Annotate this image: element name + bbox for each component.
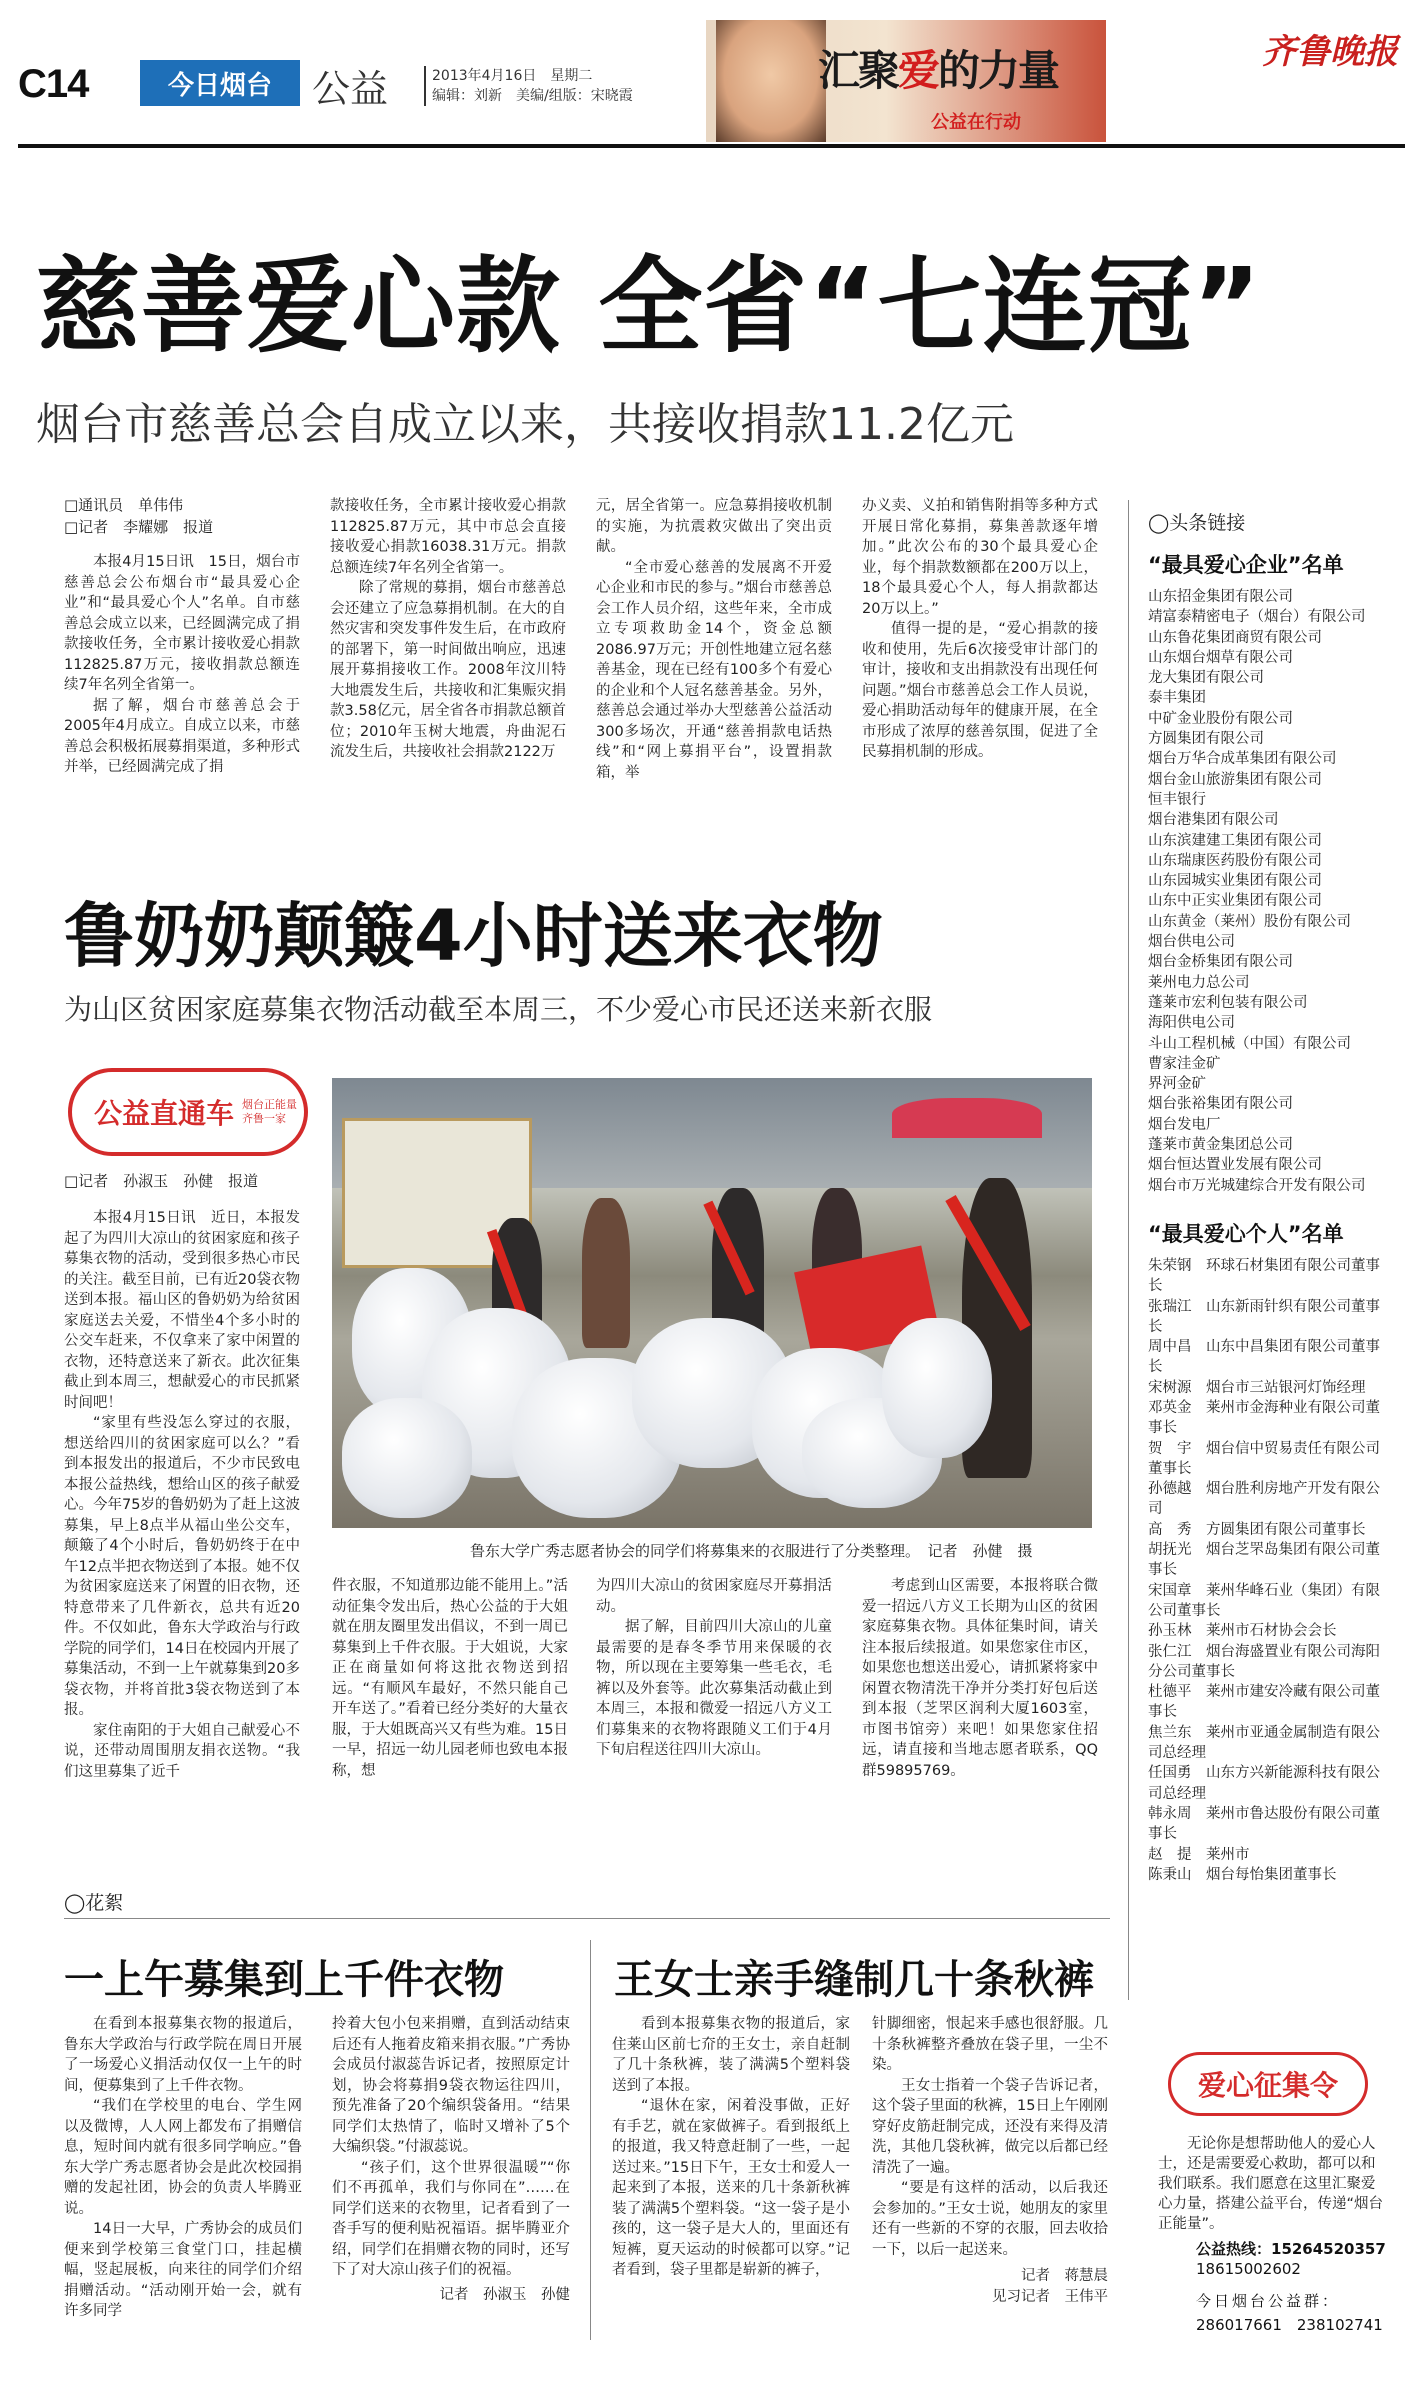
- date-line: 2013年4月16日 星期二: [432, 68, 593, 84]
- hotline: 公益热线：15264520357: [1196, 2240, 1386, 2258]
- badge-sub: 烟台正能量 齐鲁一家: [242, 1098, 298, 1125]
- paragraph: 元，居全省第一。应急募捐接收机制的实施，为抗震救灾做出了突出贡献。: [596, 498, 832, 555]
- story2-col4: [862, 1576, 1098, 1781]
- paragraph: “退休在家，闲着没事做，正好有手艺，就在家做裤子。看到报纸上的报道，我又特意赶制了一些，一起送过来。”15日下午，王女士和爱人一起来到了本报，送来的几十条新秋裤装了满满5个塑料袋。“这一袋子是小孩的，这一袋子是大人的，里面还有短裤，夏天运动的时候都可以穿。”记者看到，袋子里都是崭新的裤子，: [612, 2098, 850, 2278]
- headline-charity: 慈善爱心款 全省“七连冠”: [36, 245, 1262, 367]
- list-item: 高 秀 方圆集团有限公司董事长: [1148, 1521, 1366, 1538]
- paragraph: “全市爱心慈善的发展离不开爱心企业和市民的参与。”烟台市慈善总会工作人员介绍，这些年来，全市成立专项救助金14个，资金总额2086.97万元；开创性地建立冠名慈善基金，现在已经有100多个有爱心的企业和个人冠名慈善基金。另外，慈善总会通过举办大型慈善公益活动300多场次，开通“慈善捐款电话热线”和“网上募捐平台”，设置捐款箱，举: [596, 559, 832, 781]
- list-item: 烟台金山旅游集团有限公司: [1148, 771, 1322, 788]
- paragraph: “我们在学校里的电台、学生网以及微博，人人网上都发布了捐赠信息，短时间内就有很多同学响应。”鲁东大学广秀志愿者协会是此次校园捐赠的发起社团，协会的负责人毕腾亚说。: [64, 2098, 302, 2217]
- paragraph: 针脚细密，恨起来手感也很舒服。几十条秋裤整齐叠放在袋子里，一尘不染。: [872, 2016, 1108, 2073]
- list-item: 焦兰东 莱州市亚通金属制造有限公司总经理: [1148, 1724, 1380, 1762]
- list-item: 斗山工程机械（中国）有限公司: [1148, 1035, 1351, 1052]
- badge-title: 公益直通车: [94, 1097, 235, 1130]
- paragraph: 拎着大包小包来捐赠，直到活动结束后还有人拖着皮箱来捐衣服。”广秀协会成员付淑蕊告诉记者，按照原定计划，协会将募捐9袋衣物运往四川，预先准备了20个编织袋备用。“结果同学们太热情了，临时又增补了5个大编织袋。”付淑蕊说。: [332, 2016, 570, 2155]
- byline-reporters: □记者 孙淑玉 孙健 报道: [64, 1172, 259, 1190]
- list-item: 靖富泰精密电子（烟台）有限公司: [1148, 609, 1366, 626]
- list-item: 山东烟台烟草有限公司: [1148, 649, 1293, 666]
- list-item: 中矿金业股份有限公司: [1148, 710, 1293, 727]
- list-item: 蓬莱市黄金集团总公司: [1148, 1137, 1293, 1154]
- public-welfare-badge: [68, 1068, 308, 1156]
- phone-number: 18615002602: [1196, 2260, 1301, 2278]
- photo-caption: 鲁东大学广秀志愿者协会的同学们将募集来的衣服进行了分类整理。 记者 孙健 摄: [470, 1542, 1033, 1560]
- section-rule: [64, 1918, 1110, 1919]
- list-item: 烟台港集团有限公司: [1148, 812, 1279, 829]
- list-item: 烟台发电厂: [1148, 1116, 1221, 1133]
- enterprise-list: [1148, 587, 1393, 1196]
- list-item: 龙大集团有限公司: [1148, 670, 1264, 687]
- sidebar-lists: [1148, 508, 1393, 1885]
- list-item: 泰丰集团: [1148, 690, 1206, 707]
- qq-group-numbers: 286017661 238102741: [1196, 2316, 1383, 2334]
- list-item: 山东黄金（莱州）股份有限公司: [1148, 913, 1351, 930]
- banner-sub: 公益在行动: [931, 112, 1021, 133]
- story1-col4: [862, 496, 1098, 763]
- list-item: 海阳供电公司: [1148, 1015, 1235, 1032]
- list-item: 张瑞江 山东新雨针织有限公司董事长: [1148, 1298, 1380, 1335]
- qq-group-label: 今日烟台公益群：: [1196, 2292, 1341, 2310]
- headline-clothes: 鲁奶奶颠簸4小时送来衣物: [64, 895, 883, 977]
- paragraph: 据了解，烟台市慈善总会于2005年4月成立。自成立以来，市慈善总会积极拓展募捐渠道，多种形式并举，已经圆满完成了捐: [64, 697, 300, 775]
- flower1-col2: [332, 2014, 570, 2305]
- headline-flower-1: 一上午募集到上千件衣物: [64, 1957, 504, 2003]
- paragraph: “家里有些没怎么穿过的衣服，想送给四川的贫困家庭可以么？”看到本报发出的报道后，不少市民致电本报公益热线，想给山区的孩子献爱心。今年75岁的鲁奶奶为了赶上这波募集，早上8点半从福山坐公交车，颠簸了4个小时后，鲁奶奶终于在中午12点半把衣物送到了本报。她不仅为贫困家庭送来了闲置的旧衣物，还特意带来了几件新衣，总共有近20件。不仅如此，鲁东大学政治与行政学院的同学们，14日在校园内开展了募集活动，不到一上午就募集到20多袋衣物，并将首批3袋衣物送到了本报。: [64, 1415, 300, 1718]
- paragraph: 款接收任务，全市累计接收爱心捐款112825.87万元，其中市总会直接接收爱心捐款16038.31万元。捐款总额连续7年名列全省第一。: [330, 498, 566, 576]
- paragraph: 考虑到山区需要，本报将联合微爱一招远八方义工长期为山区的贫困家庭募集衣物。具体征集时间，请关注本报后续报道。如果您家住市区，如果您也想送出爱心，请抓紧将家中闲置衣物清洗干净并分类打好包后送到本报（芝罘区润利大厦1603室，市图书馆旁）来吧！如果您家住招远，请直接和当地志愿者联系，QQ群59895769。: [862, 1578, 1098, 1779]
- section-name: 公益: [312, 67, 389, 111]
- paragraph: 除了常规的募捐，烟台市慈善总会还建立了应急募捐机制。在大的自然灾害和突发事件发生后，在市政府的部署下，第一时间做出响应，迅速展开募捐接收工作。2008年汶川特大地震发生后，共接收和汇集赈灾捐款3.58亿元，居全省各市捐款总额首位；2010年玉树大地震，舟曲泥石流发生后，共接收社会捐款2122万: [330, 580, 566, 760]
- list-item: 山东招金集团有限公司: [1148, 589, 1293, 605]
- list-item: 曹家洼金矿: [1148, 1055, 1221, 1072]
- paragraph: “要是有这样的活动，以后我还会参加的。”王女士说，她朋友的家里还有一些新的不穿的衣服，回去收拾一下，以后一起送来。: [872, 2180, 1108, 2258]
- story2-col2: [332, 1576, 568, 1781]
- list-item: 莱州电力总公司: [1148, 974, 1250, 991]
- flower-tag: ◯花絮: [64, 1892, 124, 1914]
- individual-list-title: “最具爱心个人”名单: [1148, 1221, 1344, 1246]
- list-item: 宋树源 烟台市三站银河灯饰经理: [1148, 1379, 1366, 1396]
- paragraph: 在看到本报募集衣物的报道后，鲁东大学政治与行政学院在周日开展了一场爱心义捐活动仅仅一上午的时间，便募集到了上千件衣物。: [64, 2016, 302, 2094]
- enterprise-list-title: “最具爱心企业”名单: [1148, 553, 1344, 577]
- paragraph: 为四川大凉山的贫困家庭尽开募捐活动。: [596, 1578, 832, 1615]
- list-item: 恒丰银行: [1148, 791, 1206, 808]
- header-rule: [18, 144, 1405, 148]
- list-item: 烟台市万光城建综合开发有限公司: [1148, 1177, 1366, 1194]
- list-item: 山东中正实业集团有限公司: [1148, 893, 1322, 910]
- story1-col2: [330, 496, 566, 763]
- donation-photo: [332, 1078, 1092, 1528]
- signature: 记者 蒋慧晨: [1021, 2268, 1108, 2284]
- list-item: 山东鲁花集团商贸有限公司: [1148, 629, 1322, 646]
- byline-reporter: □记者 李耀娜 报道: [64, 518, 214, 536]
- paragraph: 本报4月15日讯 15日，烟台市慈善总会公布烟台市“最具爱心企业”和“最具爱心个人”名单。自市慈善总会成立以来，已经圆满完成了捐款接收任务，全市累计接收爱心捐款112825.87万元，接收捐款总额连续7年名列全省第一。: [64, 554, 300, 693]
- story1-col1: [64, 494, 300, 778]
- column-divider: [1128, 500, 1129, 2000]
- paragraph: 值得一提的是，“爱心捐款的接收和使用，先后6次接受审计部门的审计，接收和支出捐款没有出现任何问题。”烟台市慈善总会工作人员说，爱心捐助活动每年的健康开展，在全市形成了浓厚的慈善氛围，促进了全民募捐机制的形成。: [862, 621, 1098, 760]
- banner-slogan: 汇聚爱的力量: [818, 46, 1059, 95]
- page-number: C14: [18, 62, 89, 106]
- signature: 见习记者 王伟平: [992, 2288, 1108, 2305]
- list-item: 周中昌 山东中昌集团有限公司董事长: [1148, 1339, 1380, 1376]
- column-divider: [590, 1940, 591, 2340]
- byline-correspondent: □通讯员 单伟伟: [64, 496, 184, 514]
- list-item: 贺 宇 烟台信中贸易责任有限公司董事长: [1148, 1440, 1380, 1477]
- list-item: 孙玉林 莱州市石材协会会长: [1148, 1623, 1337, 1640]
- list-item: 任国勇 山东方兴新能源科技有限公司总经理: [1148, 1765, 1380, 1802]
- story2-col3: [596, 1576, 832, 1761]
- list-item: 烟台张裕集团有限公司: [1148, 1096, 1293, 1113]
- list-item: 烟台万华合成革集团有限公司: [1148, 751, 1337, 768]
- list-item: 界河金矿: [1148, 1076, 1206, 1093]
- list-item: 朱荣钢 环球石材集团有限公司董事长: [1148, 1257, 1380, 1295]
- paragraph: 14日一大早，广秀协会的成员们便来到学校第三食堂门口，挂起横幅，竖起展板，向来往的同学们介绍捐赠活动。“活动刚开始一会，就有许多同学: [64, 2221, 302, 2319]
- list-item: 蓬莱市宏利包装有限公司: [1148, 994, 1308, 1011]
- list-item: 杜德平 莱州市建安冷藏有限公司董事长: [1148, 1684, 1380, 1721]
- story2-col1: [64, 1170, 300, 1782]
- list-item: 山东园城实业集团有限公司: [1148, 873, 1322, 890]
- paragraph: 本报4月15日讯 近日，本报发起了为四川大凉山的贫困家庭和孩子募集衣物的活动，受到很多热心市民的关注。截至目前，已有近20袋衣物送到本报。福山区的鲁奶奶为给贫困家庭送去关爱，不惜坐4个多小时的公交车赶来，不仅拿来了家中闲置的衣物，还特意送来了新衣。此次征集截止到本周三，想献爱心的市民抓紧时间吧！: [64, 1210, 300, 1411]
- top-banner: [706, 20, 1106, 142]
- newspaper-brand: 齐鲁晚报: [1262, 32, 1398, 72]
- sidebar-tag: ◯头条链接: [1148, 512, 1246, 534]
- list-item: 孙德越 烟台胜利房地产开发有限公司: [1148, 1481, 1380, 1518]
- list-item: 胡抚光 烟台芝罘岛集团有限公司董事长: [1148, 1542, 1380, 1579]
- list-item: 烟台恒达置业发展有限公司: [1148, 1157, 1322, 1174]
- list-item: 山东滨建建工集团有限公司: [1148, 832, 1322, 849]
- love-call-text: 无论你是想帮助他人的爱心人士，还是需要爱心救助，都可以和我们联系。我们愿意在这里汇聚爱心力量，搭建公益平台，传递“烟台正能量”。: [1158, 2136, 1384, 2232]
- story1-col3: [596, 496, 832, 783]
- love-call-box: [1148, 2042, 1393, 2342]
- subhead-clothes: 为山区贫困家庭募集衣物活动截至本周三，不少爱心市民还送来新衣服: [64, 993, 933, 1026]
- flower2-col1: [612, 2014, 850, 2281]
- paragraph: 件衣服，不知道那边能不能用上。”活动征集令发出后，热心公益的于大姐就在朋友圈里发出倡议，不到一周已募集到上千件衣服。于大姐说，大家正在商量如何将这批衣物送到招远。“有顺风车最好，不然只能自己开车送了。”看着已经分类好的大量衣服，于大姐既高兴又有些为难。15日一早，招远一幼儿园老师也致电本报称，想: [332, 1578, 568, 1779]
- flower2-col2: [872, 2014, 1108, 2307]
- section-label: 今日烟台: [140, 60, 300, 106]
- list-item: 赵 提 莱州市: [1148, 1846, 1250, 1863]
- flower1-col1: [64, 2014, 302, 2322]
- paragraph: 王女士指着一个袋子告诉记者，这个袋子里面的秋裤，15日上午刚刚穿好皮筋赶制完成，还没有来得及清洗，其他几袋秋裤，做完以后都已经清洗了一遍。: [872, 2077, 1108, 2176]
- love-call-title: 爱心征集令: [1168, 2052, 1368, 2116]
- editor-line: 编辑：刘新 美编/组版：宋晓霞: [432, 88, 633, 104]
- list-item: 张仁江 烟台海盛置业有限公司海阳分公司董事长: [1148, 1643, 1380, 1680]
- individual-list: [1148, 1256, 1393, 1885]
- headline-flower-2: 王女士亲手缝制几十条秋裤: [614, 1957, 1094, 2003]
- paragraph: 据了解，目前四川大凉山的儿童最需要的是春冬季节用来保暖的衣物，所以现在主要筹集一些毛衣，毛裤以及外套等。此次募集活动截止到本周三，本报和微爱一招远八方义工们募集来的衣物将跟随义工们于4月下旬启程送往四川大凉山。: [596, 1619, 832, 1758]
- list-item: 方圆集团有限公司: [1148, 731, 1264, 748]
- paragraph: 家住南阳的于大姐自己献爱心不说，还带动周围朋友捐衣送物。“我们这里募集了近千: [64, 1722, 300, 1780]
- list-item: 邓英金 莱州市金海种业有限公司董事长: [1148, 1399, 1380, 1437]
- signature: 记者 孙淑玉 孙健: [439, 2286, 570, 2303]
- paragraph: 办义卖、义拍和销售附捐等多种方式开展日常化募捐，募集善款逐年增加。”此次公布的30个最具爱心企业，每个捐款数额都在200万以上，18个最具爱心个人，每人捐款都达20万以上。”: [862, 498, 1098, 617]
- list-item: 韩永周 莱州市鲁达股份有限公司董事长: [1148, 1805, 1380, 1843]
- list-item: 陈秉山 烟台每怡集团董事长: [1148, 1866, 1337, 1883]
- list-item: 山东瑞康医药股份有限公司: [1148, 852, 1322, 869]
- meta-info: [424, 66, 704, 106]
- paragraph: “孩子们，这个世界很温暖”“你们不再孤单，我们与你同在”……在同学们送来的衣物里，记者看到了一沓手写的便利贴祝福语。据毕腾亚介绍，同学们在捐赠衣物的同时，还写下了对大凉山孩子们的祝福。: [332, 2159, 570, 2278]
- paragraph: 看到本报募集衣物的报道后，家住莱山区前七夼的王女士，亲自赶制了几十条秋裤，装了满满5个塑料袋送到了本报。: [612, 2016, 850, 2094]
- child-photo: [716, 20, 826, 142]
- subhead-charity: 烟台市慈善总会自成立以来，共接收捐款11.2亿元: [36, 399, 1014, 450]
- list-item: 宋国章 莱州华峰石业（集团）有限公司董事长: [1148, 1582, 1380, 1619]
- list-item: 烟台供电公司: [1148, 934, 1235, 951]
- list-item: 烟台金桥集团有限公司: [1148, 954, 1293, 971]
